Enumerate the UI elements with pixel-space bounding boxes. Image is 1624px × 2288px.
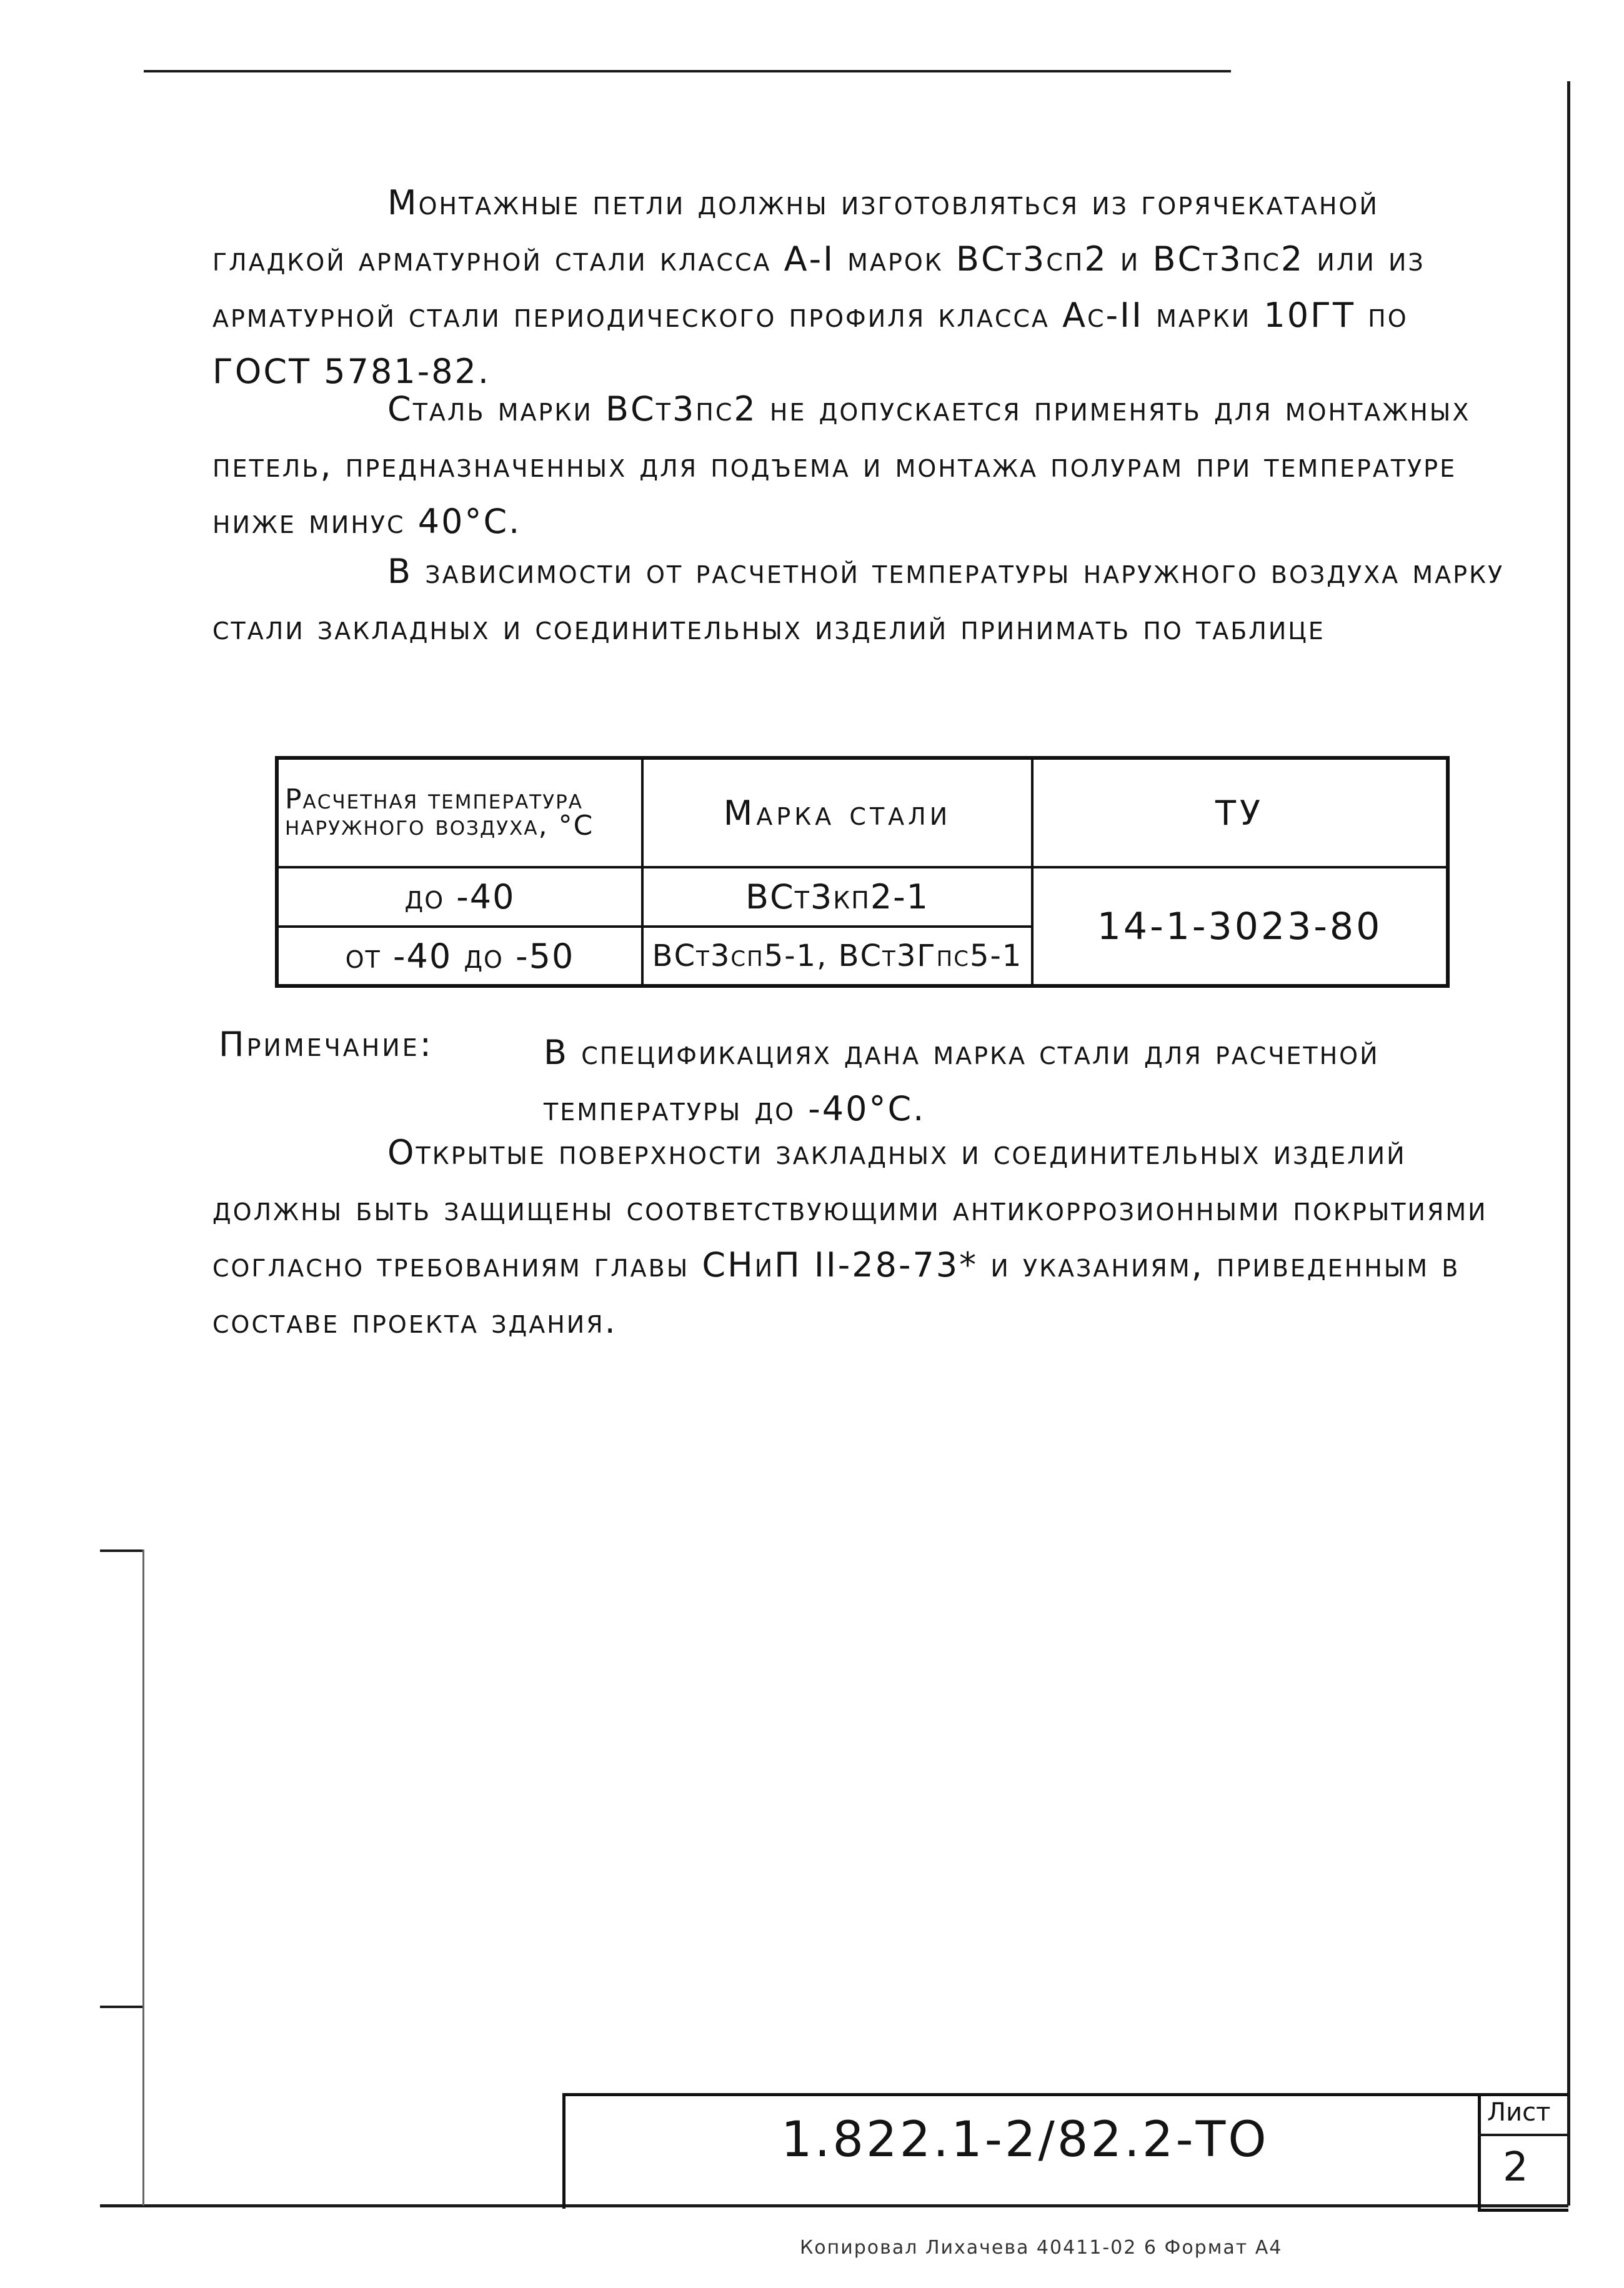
left-margin-mark (100, 2006, 144, 2008)
right-border-line (1567, 81, 1570, 2206)
row2-steel-grade: ВСт3сп5-1, ВСт3Гпс5-1 (642, 927, 1032, 986)
table-row (277, 867, 1448, 927)
paragraph-table-intro: В зависимости от расчетной температуры наружного воздуха марку стали закладных и соединительных изделий принимать по таблице (212, 552, 1505, 647)
row1-temperature: до -40 (277, 867, 642, 927)
tu-value: 14-1-3023-80 (1032, 867, 1448, 986)
header-tu: ТУ (1032, 758, 1448, 867)
note-label: Примечание: (219, 1025, 434, 1064)
header-steel-grade: Марка стали (642, 758, 1032, 867)
top-border-line (144, 70, 1231, 72)
row2-temperature: от -40 до -50 (277, 927, 642, 986)
header-temperature: Расчетная температура наружного воздуха, °С (277, 758, 642, 867)
steel-grade-table (275, 756, 1450, 988)
paragraph-mounting-loops: Монтажные петли должны изготовляться из горячекатаной гладкой арматурной стали класса А-I марок ВСт3сп2 и ВСт3пс2 или из арматурной стали периодического профиля класса Ас-II марки 10ГТ по ГОСТ 5781-82. (212, 183, 1425, 391)
row1-steel-grade: ВСт3кп2-1 (642, 867, 1032, 927)
paragraph-steel-restriction: Сталь марки ВСт3пс2 не допускается применять для монтажных петель, предназначенных для подъема и монтажа полурам при температуре ниже минус 40°С. (212, 389, 1471, 541)
sheet-number: 2 (1503, 2144, 1528, 2191)
note-text: В спецификациях дана марка стали для расчетной температуры до -40°С. (544, 1033, 1380, 1128)
copy-footer: Копировал Лихачева 40411-02 6 Формат А4 (800, 2237, 1283, 2259)
sheet-label: Лист (1487, 2098, 1551, 2127)
paragraph-anticorrosion: Открытые поверхности закладных и соединительных изделий должны быть защищены соответствующими антикоррозионными покрытиями согласно требованиям главы СНиП II-28-73* и указаниям, приведенным в составе проекта здания. (212, 1133, 1488, 1341)
document-code: 1.822.1-2/82.2-ТО (781, 2112, 1269, 2168)
left-margin-line (142, 1549, 144, 2206)
sheet-box-divider (1478, 2134, 1568, 2136)
left-margin-mark (100, 1549, 144, 1552)
